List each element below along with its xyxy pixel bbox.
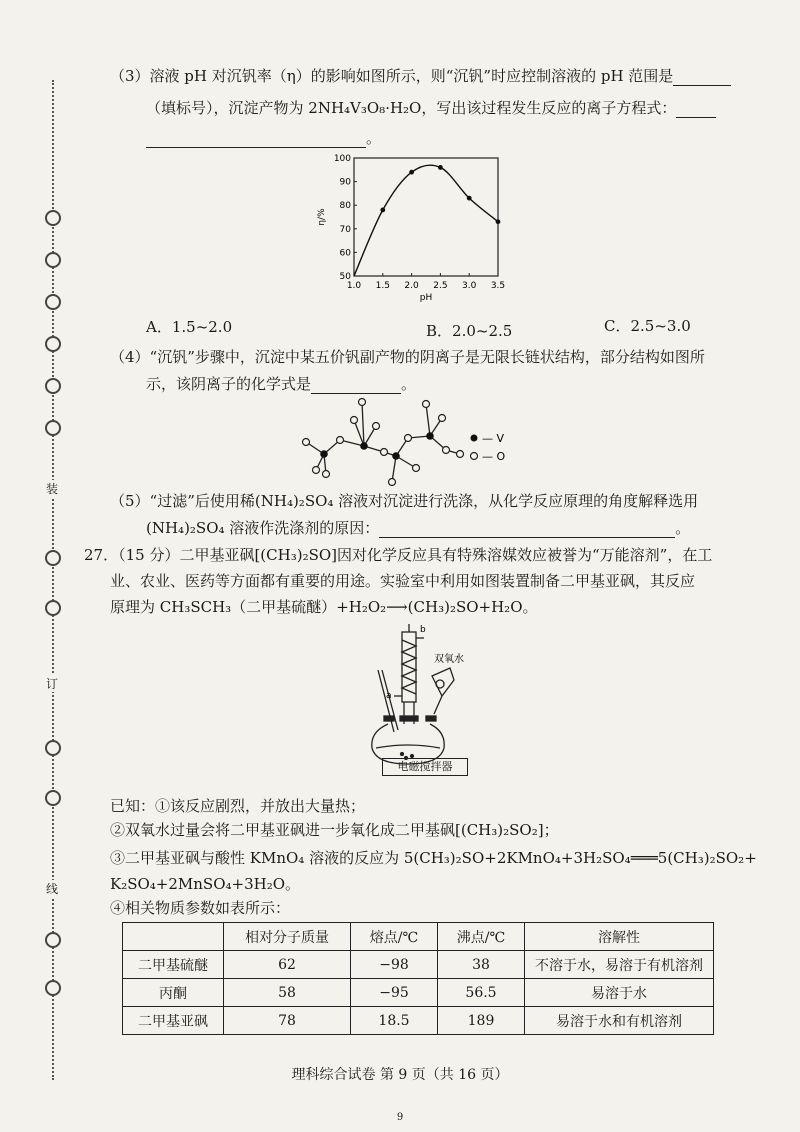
table-row xyxy=(123,951,714,979)
q4-line1: （4）“沉钒”步骤中，沉淀中某五价钒副产物的阴离子是无限长链状结构，部分结构如图所 xyxy=(110,348,705,366)
table-cell: 62 xyxy=(224,951,351,979)
binding-hole xyxy=(45,740,61,756)
q5-line1: （5）“过滤”后使用稀(NH₄)₂SO₄ 溶液对沉淀进行洗涤，从化学反应原理的角度解释选用 xyxy=(110,492,699,510)
label-a: a xyxy=(386,691,392,701)
table-row xyxy=(123,979,714,1007)
table-cell: −95 xyxy=(351,979,438,1007)
answer-blank[interactable] xyxy=(311,377,401,394)
x-tick-label: 1.0 xyxy=(346,281,362,291)
eta-curve xyxy=(354,165,498,276)
table-cell: 二甲基硫醚 xyxy=(123,951,224,979)
q27-line1: 27．（15 分）二甲基亚砜[(CH₃)₂SO]因对化学反应具有特殊溶媒效应被誉为“万能溶剂”，在工 xyxy=(84,546,713,564)
table-cell: 丙酮 xyxy=(123,979,224,1007)
known-1: 已知：①该反应剧烈，并放出大量热； xyxy=(110,797,366,815)
table-header-cell: 相对分子质量 xyxy=(224,923,351,951)
binding-hole xyxy=(45,420,61,436)
answer-blank[interactable] xyxy=(673,69,731,86)
table-cell: −98 xyxy=(351,951,438,979)
q5-text2-end: 。 xyxy=(675,519,691,537)
label-h2o2: 双氧水 xyxy=(434,654,464,665)
table-cell: 56.5 xyxy=(438,979,525,1007)
plot-frame xyxy=(354,158,498,276)
q4-text2: 示，该阴离子的化学式是 xyxy=(146,375,312,393)
x-tick-label: 3.5 xyxy=(490,281,506,291)
binding-hole xyxy=(45,790,61,806)
x-axis-label: pH xyxy=(419,293,433,303)
table-cell: 易溶于水和有机溶剂 xyxy=(525,1007,714,1035)
data-point xyxy=(496,219,501,224)
binding-char-xian: 线 xyxy=(42,880,62,897)
known-2: ②双氧水过量会将二甲基亚砜进一步氧化成二甲基砜[(CH₃)₂SO₂]； xyxy=(110,821,559,839)
binding-hole xyxy=(45,932,61,948)
q5-line2 xyxy=(146,518,690,538)
y-tick-label: 50 xyxy=(339,272,351,282)
x-tick-label: 3.0 xyxy=(462,281,477,291)
table-cell: 18.5 xyxy=(351,1007,438,1035)
table-cell: 二甲基亚砜 xyxy=(123,1007,224,1035)
y-tick-label: 60 xyxy=(339,248,351,259)
x-tick-label: 2.5 xyxy=(433,281,448,291)
page-number: 9 xyxy=(396,1112,404,1123)
binding-char-zhuang: 装 xyxy=(42,480,62,497)
legend-o-dot xyxy=(471,453,478,460)
table-row xyxy=(123,1007,714,1035)
stirrer-label: 电磁搅拌器 xyxy=(397,760,453,773)
q5-text2: (NH₄)₂SO₄ 溶液作洗涤剂的原因： xyxy=(146,519,380,537)
q3-line3-end: 。 xyxy=(366,129,382,147)
table-cell: 38 xyxy=(438,951,525,979)
binding-hole xyxy=(45,550,61,566)
option-c[interactable]: C．2.5~3.0 xyxy=(604,317,691,335)
data-point xyxy=(380,208,385,213)
data-point xyxy=(467,196,472,201)
binding-hole xyxy=(45,980,61,996)
x-tick-label: 1.5 xyxy=(375,281,390,291)
y-tick-label: 70 xyxy=(339,224,351,235)
binding-hole xyxy=(45,210,61,226)
y-tick-label: 80 xyxy=(339,201,351,212)
binding-hole xyxy=(45,252,61,268)
y-tick-label: 90 xyxy=(339,177,351,188)
legend-v-label: — V xyxy=(482,432,505,445)
known-4: ④相关物质参数如表所示： xyxy=(110,899,291,917)
eta-vs-ph-chart xyxy=(310,150,510,310)
binding-hole xyxy=(45,378,61,394)
q4-line2 xyxy=(146,374,416,394)
table-cell: 不溶于水，易溶于有机溶剂 xyxy=(525,951,714,979)
data-point xyxy=(438,165,443,170)
table-cell: 易溶于水 xyxy=(525,979,714,1007)
answer-blank[interactable] xyxy=(676,101,716,118)
y-axis-label: η/% xyxy=(317,208,327,226)
binding-margin xyxy=(40,80,70,1080)
table-header-cell: 熔点/℃ xyxy=(351,923,438,951)
dotted-cut-line xyxy=(52,80,54,1080)
binding-hole xyxy=(45,336,61,352)
q4-text2-end: 。 xyxy=(401,375,417,393)
known-3b: K₂SO₄+2MnSO₄+3H₂O。 xyxy=(110,875,301,893)
apparatus-diagram xyxy=(358,624,488,774)
known-3a: ③二甲基亚砜与酸性 KMnO₄ 溶液的反应为 5(CH₃)₂SO+2KMnO₄+3H₂SO₄═══5(CH₃)₂SO₂+ xyxy=(110,849,757,867)
q3-text2: （填标号），沉淀产物为 2NH₄V₃O₈·H₂O，写出该过程发生反应的离子方程式： xyxy=(146,99,677,117)
data-point xyxy=(409,170,414,175)
binding-hole xyxy=(45,600,61,616)
table-cell: 58 xyxy=(224,979,351,1007)
table-header-cell: 沸点/℃ xyxy=(438,923,525,951)
q3-line3 xyxy=(146,128,381,148)
table-header-cell: 溶解性 xyxy=(525,923,714,951)
answer-blank[interactable] xyxy=(379,521,675,538)
params-table xyxy=(122,922,714,1035)
legend-v-dot xyxy=(471,435,478,442)
answer-blank[interactable] xyxy=(146,131,366,148)
legend-o-label: — O xyxy=(482,450,506,463)
q27-line2: 业、农业、医药等方面都有重要的用途。实验室中利用如图装置制备二甲基亚砜，其反应 xyxy=(110,572,696,590)
page-footer: 理科综合试卷 第 9 页（共 16 页） xyxy=(291,1067,509,1083)
q3-line1 xyxy=(110,66,731,86)
option-a[interactable]: A．1.5~2.0 xyxy=(146,318,233,336)
vanadate-chain-structure xyxy=(296,398,526,492)
binding-char-ding: 订 xyxy=(42,675,62,692)
q3-line2 xyxy=(146,98,716,118)
x-tick-label: 2.0 xyxy=(404,281,419,291)
table-cell: 189 xyxy=(438,1007,525,1035)
q3-text1: （3）溶液 pH 对沉钒率（η）的影响如图所示，则“沉钒”时应控制溶液的 pH 范围是 xyxy=(110,67,674,85)
option-b[interactable]: B．2.0~2.5 xyxy=(426,322,513,340)
table-header-cell xyxy=(123,923,224,951)
q27-line3: 原理为 CH₃SCH₃（二甲基硫醚）+H₂O₂⟶(CH₃)₂SO+H₂O。 xyxy=(110,598,538,616)
table-header-row xyxy=(123,923,714,951)
label-b: b xyxy=(420,625,426,635)
y-tick-label: 100 xyxy=(333,154,351,164)
stirrer-box xyxy=(382,758,468,776)
table-cell: 78 xyxy=(224,1007,351,1035)
binding-hole xyxy=(45,294,61,310)
